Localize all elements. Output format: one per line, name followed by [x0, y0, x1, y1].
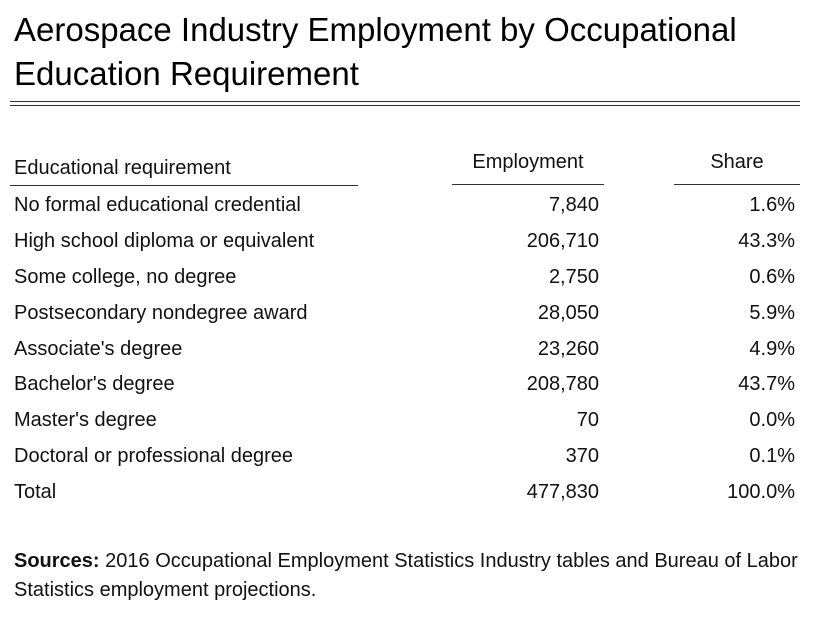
table-row [0, 261, 823, 297]
row-employment: 208,780 [526, 373, 599, 396]
row-share: 5.9% [749, 301, 795, 324]
row-employment: 206,710 [526, 229, 599, 252]
sources-label: Sources: [14, 550, 100, 572]
table-row [0, 333, 823, 369]
row-label: Bachelor's degree [14, 373, 175, 396]
row-employment: 28,050 [537, 301, 599, 324]
chart-title: Aerospace Industry Employment by Occupational Education Requirement [14, 11, 737, 92]
row-label: High school diploma or equivalent [14, 229, 315, 252]
row-employment: 477,830 [526, 481, 599, 504]
table-row [0, 404, 823, 440]
table-row [0, 440, 823, 476]
row-label: Total [14, 481, 57, 504]
table-row [0, 368, 823, 404]
title-rule-bottom [10, 105, 800, 106]
table-row [0, 297, 823, 333]
header-rule-employment [452, 184, 604, 185]
table-body [0, 189, 823, 512]
row-employment: 370 [565, 445, 599, 468]
column-header-requirement: Educational requirement [14, 157, 231, 179]
sources-note [14, 547, 804, 605]
row-label: Master's degree [14, 409, 157, 432]
table-row [0, 225, 823, 261]
row-share: 100.0% [727, 481, 795, 504]
row-share: 1.6% [749, 194, 795, 216]
row-label: Doctoral or professional degree [14, 445, 294, 468]
column-header-share: Share [710, 151, 764, 173]
title-rule-top [10, 101, 800, 102]
table-row [0, 189, 823, 225]
header-rule-share [674, 184, 800, 185]
row-share: 4.9% [749, 337, 795, 360]
row-employment: 7,840 [548, 194, 599, 216]
header-rule-requirement [10, 185, 358, 186]
row-share: 43.7% [738, 373, 795, 396]
sources-text: 2016 Occupational Employment Statistics Industry tables and Bureau of Labor Statistics employment projections. [14, 550, 798, 601]
row-share: 43.3% [738, 229, 795, 252]
row-share: 0.6% [749, 265, 795, 288]
row-share: 0.1% [749, 445, 795, 468]
row-label: No formal educational credential [14, 194, 301, 216]
row-label: Postsecondary nondegree award [14, 301, 308, 324]
row-employment: 2,750 [548, 265, 599, 288]
column-header-employment: Employment [472, 151, 584, 173]
row-label: Some college, no degree [14, 265, 237, 288]
table-row-total [0, 476, 823, 512]
row-employment: 70 [576, 409, 599, 432]
row-share: 0.0% [749, 409, 795, 432]
row-employment: 23,260 [537, 337, 599, 360]
row-label: Associate's degree [14, 337, 183, 360]
